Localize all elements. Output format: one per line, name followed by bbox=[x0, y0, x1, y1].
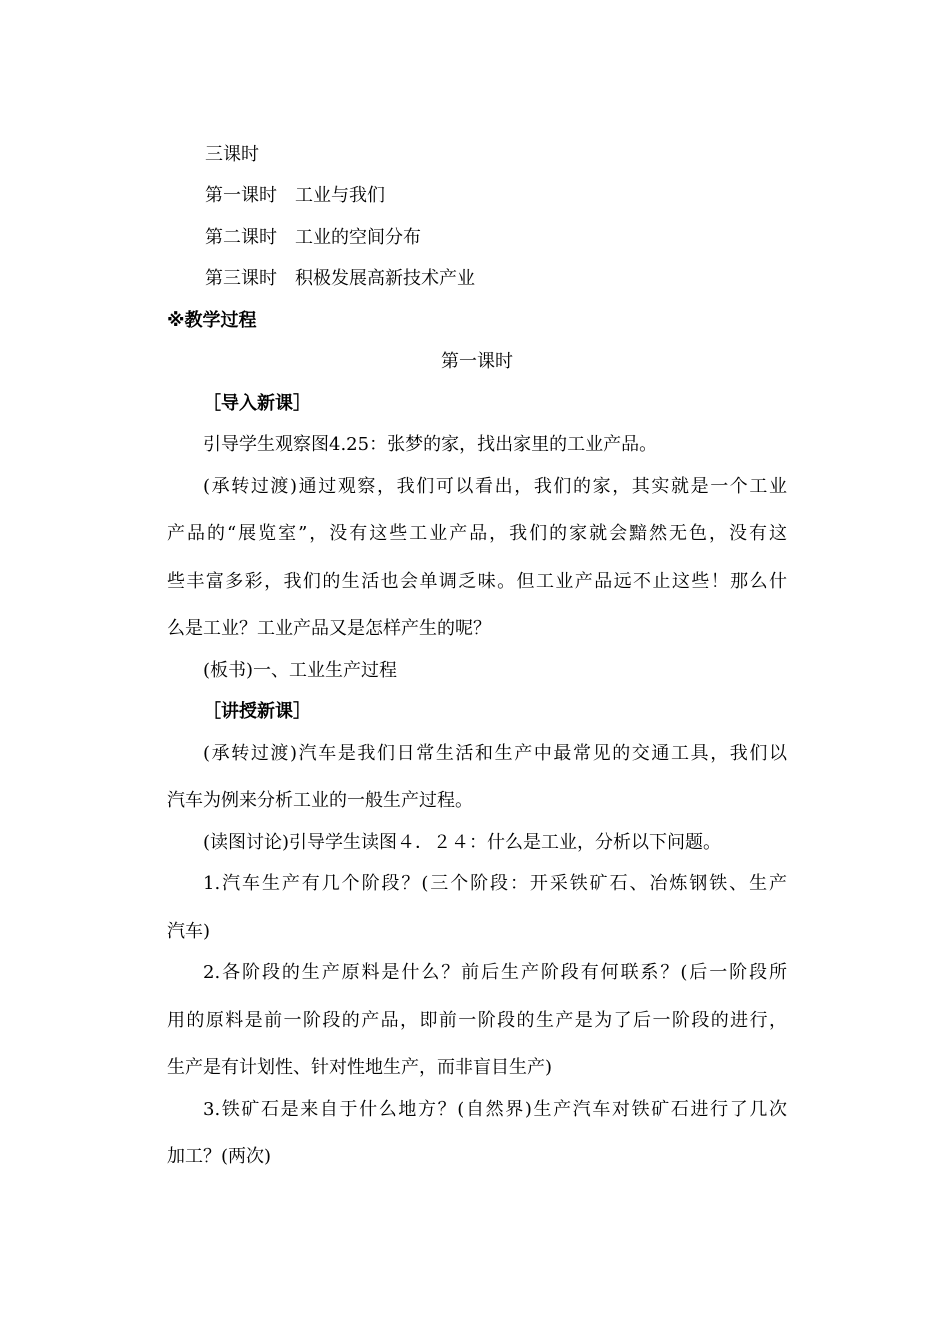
board-note: (板书)一、工业生产过程 bbox=[203, 660, 398, 681]
lesson-number: 第三课时 bbox=[205, 268, 277, 289]
process-heading: ※教学过程 bbox=[167, 310, 257, 331]
lesson-title: 工业与我们 bbox=[295, 185, 385, 206]
question-2-line: 2.各阶段的生产原料是什么？前后生产阶段有何联系？(后一阶段所 bbox=[203, 962, 787, 983]
lesson-number: 第一课时 bbox=[205, 185, 277, 206]
intro-para-line: 么是工业？工业产品又是怎样产生的呢？ bbox=[167, 618, 491, 639]
teach-para-line: (承转过渡)汽车是我们日常生活和生产中最常见的交通工具，我们以 bbox=[203, 743, 787, 764]
teach-heading: ［讲授新课］ bbox=[203, 701, 311, 722]
schedule-lesson-2 bbox=[205, 226, 787, 250]
intro-para-line: 产品的“展览室”，没有这些工业产品，我们的家就会黯然无色，没有这 bbox=[167, 523, 787, 544]
question-3-line: 3.铁矿石是来自于什么地方？(自然界)生产汽车对铁矿石进行了几次 bbox=[203, 1099, 787, 1120]
lesson-title: 工业的空间分布 bbox=[295, 227, 421, 248]
question-1-line: 1.汽车生产有几个阶段？(三个阶段：开采铁矿石、冶炼钢铁、生产 bbox=[203, 873, 787, 894]
schedule-lesson-3 bbox=[205, 267, 787, 291]
question-2-line: 生产是有计划性、针对性地生产，而非盲目生产) bbox=[167, 1057, 553, 1078]
discussion-line: (读图讨论)引导学生读图４．２４：什么是工业，分析以下问题。 bbox=[203, 832, 722, 853]
lesson-number: 第二课时 bbox=[205, 227, 277, 248]
question-3-line: 加工？(两次) bbox=[167, 1146, 272, 1167]
schedule-heading: 三课时 bbox=[205, 144, 259, 165]
question-2-line: 用的原料是前一阶段的产品，即前一阶段的生产是为了后一阶段的进行， bbox=[167, 1010, 787, 1031]
intro-para-line: 些丰富多彩，我们的生活也会单调乏味。但工业产品远不止这些！那么什 bbox=[167, 571, 787, 592]
intro-para-line: (承转过渡)通过观察，我们可以看出，我们的家，其实就是一个工业 bbox=[203, 476, 787, 497]
schedule-lesson-1 bbox=[205, 184, 787, 208]
intro-heading: ［导入新课］ bbox=[203, 393, 311, 414]
question-1-line: 汽车) bbox=[167, 921, 211, 942]
intro-line: 引导学生观察图4.25：张梦的家，找出家里的工业产品。 bbox=[203, 434, 658, 455]
lesson-title: 积极发展高新技术产业 bbox=[295, 268, 475, 289]
teach-para-line: 汽车为例来分析工业的一般生产过程。 bbox=[167, 790, 473, 811]
lesson-title: 第一课时 bbox=[441, 351, 513, 372]
